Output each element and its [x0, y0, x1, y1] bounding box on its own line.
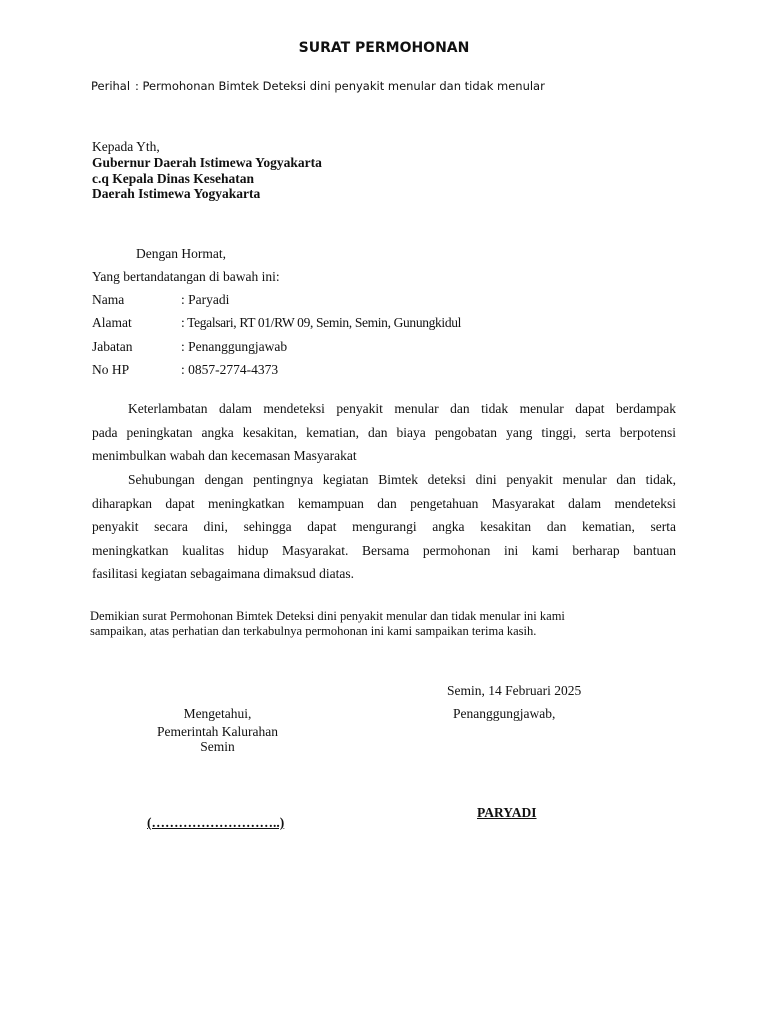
paragraph-1-line: Keterlambatan dalam mendeteksi penyakit menular dan tidak menular dapat berdampak [128, 401, 676, 416]
field-label-nohp: No HP [92, 362, 130, 377]
right-signatory-name: PARYADI [477, 805, 537, 820]
field-label-alamat: Alamat [92, 315, 132, 330]
subject-text: : Permohonan Bimtek Deteksi dini penyakit menular dan tidak menular [135, 79, 545, 93]
left-sign-line-1: Mengetahui, [183, 706, 252, 721]
subject-label: Perihal [91, 79, 131, 93]
left-sign-line-3: Semin [200, 739, 235, 754]
field-value-nama: : Paryadi [181, 292, 230, 307]
paragraph-2-line: Sehubungan dengan pentingnya kegiatan Bimtek deteksi dini penyakit menular dan tidak, [128, 472, 676, 487]
recipient-line-1: Gubernur Daerah Istimewa Yogyakarta [92, 155, 322, 170]
recipient-line-2: c.q Kepala Dinas Kesehatan [92, 171, 255, 186]
field-value-jabatan: : Penanggungjawab [181, 339, 288, 354]
place-date: Semin, 14 Februari 2025 [447, 683, 582, 698]
field-value-alamat: : Tegalsari, RT 01/RW 09, Semin, Semin, Gunungkidul [181, 315, 462, 330]
recipient-greeting: Kepada Yth, [92, 139, 160, 154]
salutation: Dengan Hormat, [136, 246, 226, 261]
paragraph-2-line: diharapkan dapat meningkatkan kemampuan dan pengetahuan Masyarakat dalam mendeteksi [92, 495, 676, 511]
paragraph-2-line: penyakit secara dini, sehingga dapat mengurangi angka kesakitan dan kematian, serta [92, 519, 676, 534]
paragraph-2 [92, 468, 676, 586]
field-label-jabatan: Jabatan [92, 339, 133, 354]
letter-title: SURAT PERMOHONAN [298, 40, 470, 56]
subject-line [91, 79, 545, 93]
left-sign-line-2: Pemerintah Kalurahan [156, 724, 279, 739]
closing-line: sampaikan, atas perhatian dan terkabulnya permohonan ini kami sampaikan terima kasih. [90, 624, 537, 638]
left-signatory-name: (………………………..) [147, 815, 285, 830]
right-sign-role: Penanggungjawab, [453, 706, 556, 721]
paragraph-1-line: menimbulkan wabah dan kecemasan Masyarakat [92, 448, 357, 463]
intro-line: Yang bertandatangan di bawah ini: [92, 269, 280, 284]
field-label-nama: Nama [92, 292, 125, 307]
paragraph-2-line: fasilitasi kegiatan sebagaimana dimaksud diatas. [92, 566, 355, 581]
paragraph-1-line: pada peningkatan angka kesakitan, kematian, dan biaya pengobatan yang tinggi, serta berpotensi [92, 424, 676, 440]
closing-paragraph [90, 609, 650, 639]
field-value-nohp: : 0857-2774-4373 [181, 362, 279, 377]
paragraph-2-line: meningkatkan kualitas hidup Masyarakat. Bersama permohonan ini kami berharap bantuan [92, 542, 676, 558]
closing-line: Demikian surat Permohonan Bimtek Deteksi dini penyakit menular dan tidak menular ini kami [90, 609, 565, 623]
recipient-line-3: Daerah Istimewa Yogyakarta [92, 186, 261, 201]
paragraph-1 [92, 397, 676, 468]
